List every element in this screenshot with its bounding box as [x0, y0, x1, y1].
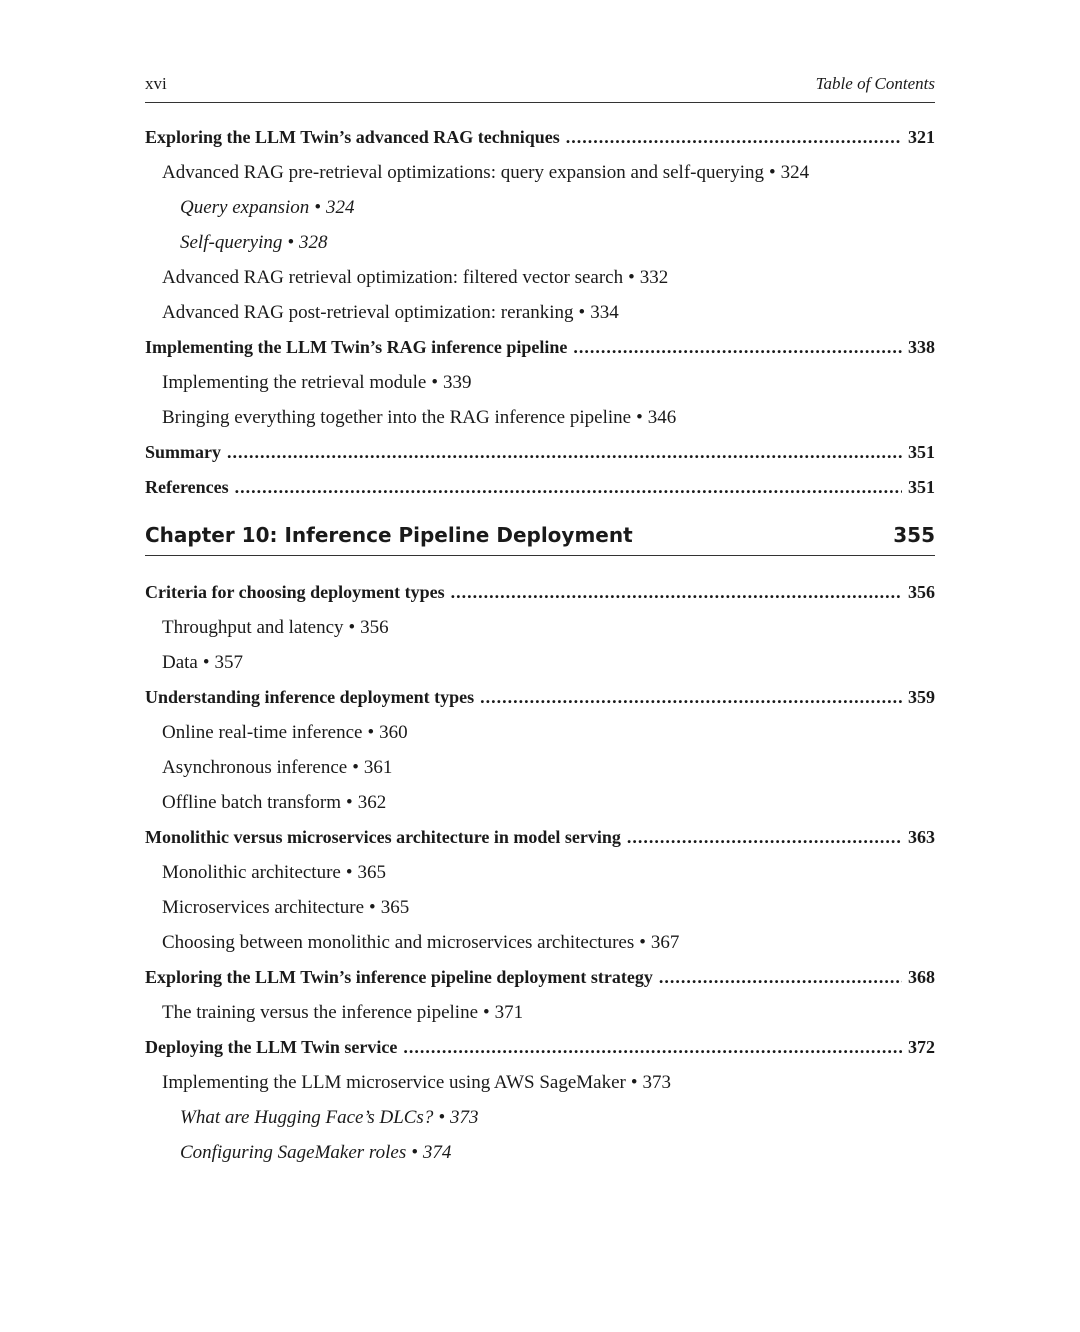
toc-entry-title: Throughput and latency	[162, 617, 344, 638]
toc-entry-title: Advanced RAG retrieval optimization: filtered vector search	[162, 267, 624, 288]
toc-entry-page: 373	[642, 1072, 672, 1093]
toc-entry-page: 334	[590, 302, 619, 323]
toc-entry-page: 332	[639, 267, 669, 288]
toc-entry-page: 356	[908, 582, 935, 602]
toc-entry-page: 351	[908, 442, 935, 462]
toc-entry-title: Online real-time inference	[162, 722, 363, 743]
toc-entry-title: Choosing between monolithic and microservices architectures	[162, 932, 635, 953]
bullet-separator: •	[348, 617, 356, 638]
toc-subsection-entry[interactable]	[145, 995, 935, 1030]
toc-entry-page: 371	[494, 1002, 524, 1023]
dot-leader	[403, 1030, 902, 1065]
toc-entry-title: Advanced RAG post-retrieval optimization: reranking	[162, 302, 574, 323]
dot-leader	[659, 960, 902, 995]
dot-leader	[480, 680, 902, 715]
bullet-separator: •	[314, 197, 321, 218]
toc-section-entry[interactable]	[145, 470, 935, 505]
bullet-separator: •	[630, 1072, 638, 1093]
toc-entry-page: 367	[650, 932, 680, 953]
toc-section-entry[interactable]	[145, 1030, 935, 1065]
dot-leader	[235, 470, 902, 505]
toc-entry-title: Deploying the LLM Twin service	[145, 1037, 398, 1057]
toc-entry-page: 373	[449, 1107, 479, 1128]
table-of-contents	[145, 120, 935, 1170]
toc-entry-page: 338	[908, 337, 935, 357]
toc-entry-title: Implementing the LLM microservice using AWS SageMaker	[162, 1072, 626, 1093]
toc-entry-page: 324	[780, 162, 810, 183]
bullet-separator: •	[345, 862, 353, 883]
dot-leader	[627, 820, 902, 855]
toc-entry-title: References	[145, 477, 229, 497]
toc-entry-page: 328	[299, 232, 328, 253]
toc-subsection-entry[interactable]	[145, 925, 935, 960]
toc-entry-page: 374	[422, 1142, 452, 1163]
toc-entry-title: What are Hugging Face’s DLCs?	[180, 1107, 434, 1128]
dot-leader	[451, 575, 902, 610]
dot-leader	[573, 330, 902, 365]
toc-subsection-entry[interactable]	[145, 610, 935, 645]
toc-entry-page: 363	[908, 827, 935, 847]
toc-entry-title: Offline batch transform	[162, 792, 342, 813]
toc-entry-page: 359	[908, 687, 935, 707]
toc-subsubsection-entry[interactable]	[145, 1135, 935, 1170]
toc-entry-page: 321	[908, 127, 935, 147]
toc-entry-title: Advanced RAG pre-retrieval optimizations: query expansion and self-querying	[162, 162, 765, 183]
toc-subsubsection-entry[interactable]	[145, 190, 935, 225]
bullet-separator: •	[369, 897, 376, 918]
toc-section-entry[interactable]	[145, 120, 935, 155]
bullet-separator: •	[578, 302, 586, 323]
toc-entry-title: Query expansion	[180, 197, 310, 218]
toc-entry-page: 339	[443, 372, 472, 393]
toc-subsection-entry[interactable]	[145, 295, 935, 330]
toc-entry-title: Asynchronous inference	[162, 757, 348, 778]
bullet-separator: •	[639, 932, 646, 953]
chapter-title: Chapter 10: Inference Pipeline Deployment	[145, 523, 633, 547]
toc-entry-page: 372	[908, 1037, 935, 1057]
toc-entry-title: Implementing the retrieval module	[162, 372, 427, 393]
bullet-separator: •	[346, 792, 353, 813]
bullet-separator: •	[769, 162, 776, 183]
toc-entry-title: Monolithic architecture	[162, 862, 341, 883]
toc-entry-title: Exploring the LLM Twin’s inference pipeline deployment strategy	[145, 967, 653, 987]
toc-subsection-entry[interactable]	[145, 785, 935, 820]
toc-section-entry[interactable]	[145, 330, 935, 365]
toc-section-chapter-9	[145, 120, 935, 505]
bullet-separator: •	[438, 1107, 445, 1128]
chapter-page: 355	[893, 523, 935, 547]
toc-entry-page: 324	[325, 197, 355, 218]
toc-entry-page: 362	[357, 792, 387, 813]
chapter-heading[interactable]	[145, 505, 935, 575]
toc-entry-title: Bringing everything together into the RAG inference pipeline	[162, 407, 632, 428]
toc-entry-page: 365	[357, 862, 387, 883]
toc-section-entry[interactable]	[145, 575, 935, 610]
toc-section-entry[interactable]	[145, 820, 935, 855]
toc-entry-title: Microservices architecture	[162, 897, 365, 918]
toc-entry-page: 357	[214, 652, 244, 673]
bullet-separator: •	[411, 1142, 418, 1163]
bullet-separator: •	[431, 372, 438, 393]
toc-entry-title: Configuring SageMaker roles	[180, 1142, 407, 1163]
toc-entry-title: The training versus the inference pipeline	[162, 1002, 479, 1023]
toc-entry-title: Criteria for choosing deployment types	[145, 582, 445, 602]
toc-entry-page: 368	[908, 967, 935, 987]
toc-subsection-entry[interactable]	[145, 400, 935, 435]
toc-subsection-entry[interactable]	[145, 645, 935, 680]
bullet-separator: •	[202, 652, 210, 673]
toc-entry-page: 360	[379, 722, 408, 743]
toc-entry-title: Monolithic versus microservices architecture in model serving	[145, 827, 621, 847]
dot-leader	[227, 435, 902, 470]
toc-section-entry[interactable]	[145, 680, 935, 715]
bullet-separator: •	[367, 722, 375, 743]
toc-entry-page: 365	[380, 897, 410, 918]
toc-subsection-entry[interactable]	[145, 1065, 935, 1100]
dot-leader	[566, 120, 902, 155]
toc-entry-title: Implementing the LLM Twin’s RAG inference pipeline	[145, 337, 568, 357]
page-header	[145, 72, 935, 103]
toc-subsection-entry[interactable]	[145, 365, 935, 400]
bullet-separator: •	[287, 232, 295, 253]
bullet-separator: •	[352, 757, 359, 778]
toc-subsubsection-entry[interactable]	[145, 225, 935, 260]
bullet-separator: •	[636, 407, 643, 428]
toc-section-entry[interactable]	[145, 435, 935, 470]
toc-entry-page: 346	[647, 407, 677, 428]
toc-entry-page: 361	[363, 757, 393, 778]
toc-entry-title: Data	[162, 652, 198, 673]
toc-entry-page: 351	[908, 477, 935, 497]
toc-subsection-entry[interactable]	[145, 750, 935, 785]
toc-entry-title: Self-querying	[180, 232, 283, 253]
toc-entry-title: Understanding inference deployment types	[145, 687, 475, 707]
toc-section-entry[interactable]	[145, 960, 935, 995]
toc-subsubsection-entry[interactable]	[145, 1100, 935, 1135]
running-title: Table of Contents	[815, 74, 935, 93]
page-number: xvi	[145, 74, 167, 93]
toc-entry-title: Summary	[145, 442, 221, 462]
toc-subsection-entry[interactable]	[145, 155, 935, 190]
toc-entry-title: Exploring the LLM Twin’s advanced RAG techniques	[145, 127, 560, 147]
toc-subsection-entry[interactable]	[145, 890, 935, 925]
toc-section-chapter-10	[145, 575, 935, 1170]
toc-page	[145, 0, 935, 1332]
toc-entry-page: 356	[360, 617, 389, 638]
toc-subsection-entry[interactable]	[145, 260, 935, 295]
bullet-separator: •	[628, 267, 635, 288]
toc-subsection-entry[interactable]	[145, 855, 935, 890]
bullet-separator: •	[483, 1002, 490, 1023]
toc-subsection-entry[interactable]	[145, 715, 935, 750]
